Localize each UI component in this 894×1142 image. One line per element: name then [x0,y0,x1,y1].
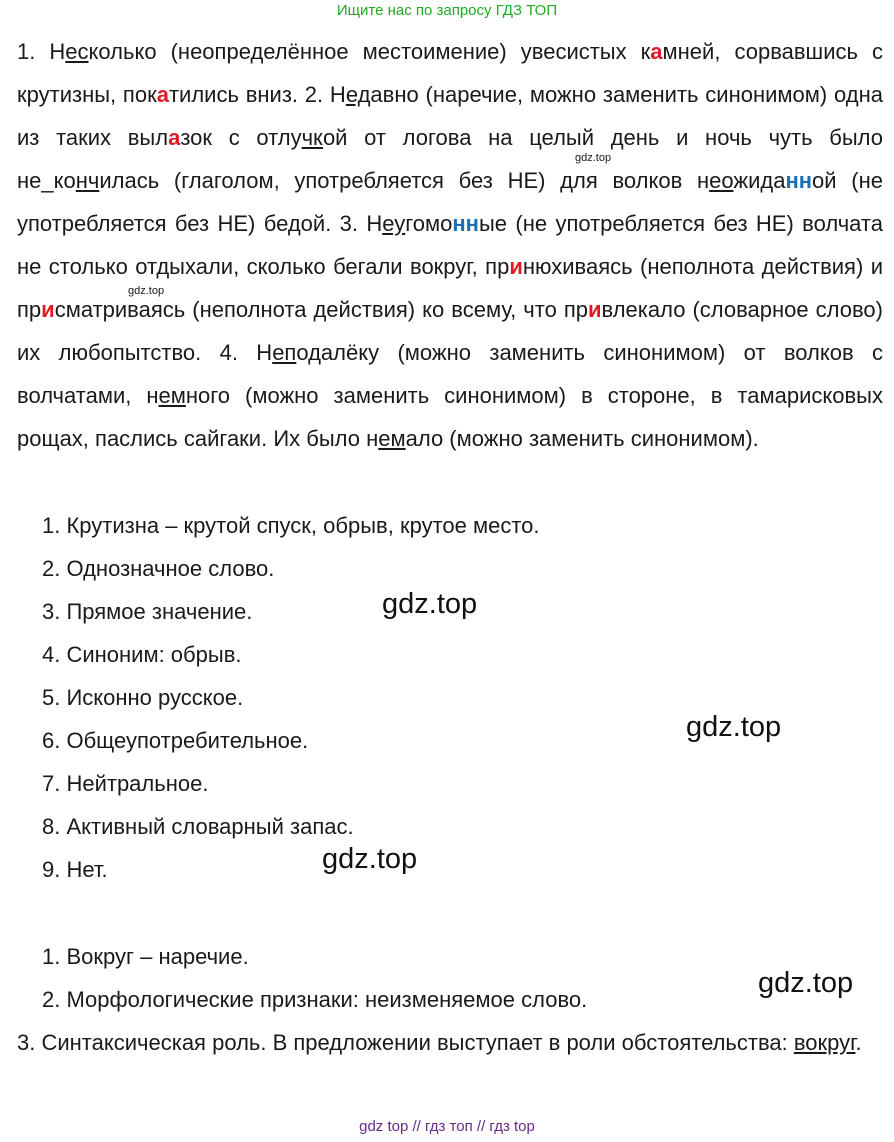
underlined-morpheme: ед [345,82,371,107]
syntax-paragraph [17,1021,883,1064]
text-segment: 1. Н [17,39,66,64]
underlined-morpheme: еп [272,340,297,365]
list-item: 8. Активный словарный запас. [42,814,354,839]
text-segment: колько (неопределённое местоимение) увесистых к [88,39,651,64]
text-segment: ой от логова на целый день и ночь чуть было не_ко [17,125,883,193]
list-item: 3. Прямое значение. [42,599,253,624]
watermark-small-2: gdz.top [128,285,165,297]
text-segment: сматриваясь (неполнота действия) ко всему, что пр [54,297,588,322]
text-segment: нюхиваясь (неполнота действия) и пр [17,254,884,322]
underlined-morpheme: ес [65,39,89,64]
highlight-red-letter: а [650,39,663,64]
highlight-blue-letters: нн [785,168,813,193]
analysis-list-1 [42,504,887,891]
underlined-morpheme: еу [382,211,406,236]
text-segment: мней, сорвавшись с крутизны, пок [17,39,883,107]
text-segment: влекало (словарное слово) их любопытство. 4. Н [17,297,883,365]
list-item: 9. Нет. [42,857,108,882]
text-segment: ые (не употребляется без НЕ) волчата не столько отдыхали, сколько бегали вокруг, пр [17,211,883,279]
text-segment: илась (глаголом, употребляется без НЕ) для волков н [99,168,710,193]
watermark-big-2: gdz.top [686,711,782,743]
highlight-red-letter: и [587,297,602,322]
footer: gdz top // гдз топ // гдз top [359,1118,535,1135]
watermark-big-4: gdz.top [758,967,854,999]
underlined-morpheme: ем [378,426,406,451]
syntax-text: 3. Синтаксическая роль. В предложении выступает в роли обстоятельства: [17,1030,794,1055]
text-segment: авно (наречие, можно заменить синонимом) одна из таких выл [17,82,883,150]
watermark-big-3: gdz.top [322,843,418,875]
highlight-red-letter: и [41,297,55,322]
text-segment: ой (не употребляется без НЕ) бедой. 3. Н [17,168,883,236]
text-segment: ного (можно заменить синонимом) в стороне, в тамарисковых рощах, паслись сайгаки. Их было н [17,383,883,451]
syntax-end: . [855,1030,862,1055]
underlined-morpheme: чк [301,125,323,150]
text-segment: ало (можно заменить синонимом). [405,426,759,451]
syntax-underlined-word: вокруг [793,1030,856,1055]
watermark-small-1: gdz.top [575,152,612,164]
list-item: 6. Общеупотребительное. [42,728,309,753]
list-item: 7. Нейтральное. [42,771,209,796]
text-segment: одалёку (можно заменить синонимом) от волков с волчатами, н [17,340,884,408]
list-item: 1. Вокруг – наречие. [42,944,249,969]
underlined-morpheme: ео [709,168,734,193]
highlight-blue-letters: нн [452,211,479,236]
list-item: 2. Морфологические признаки: неизменяемое слово. [42,987,588,1012]
top-banner: Ищите нас по запросу ГДЗ ТОП [336,2,558,19]
text-segment: тились вниз. 2. Н [168,82,346,107]
highlight-red-letter: а [156,82,169,107]
main-paragraph [17,30,883,460]
list-item: 2. Однозначное слово. [42,556,275,581]
text-segment: зок с отлу [180,125,302,150]
highlight-red-letter: и [509,254,523,279]
text-segment: гомо [405,211,453,236]
underlined-morpheme: ем [158,383,186,408]
highlight-red-letter: а [168,125,181,150]
list-item: 5. Исконно русское. [42,685,244,710]
watermark-big-1: gdz.top [382,588,478,620]
underlined-morpheme: нч [75,168,100,193]
list-item: 1. Крутизна – крутой спуск, обрыв, крутое место. [42,513,540,538]
text-segment: жида [733,168,786,193]
list-item: 4. Синоним: обрыв. [42,642,242,667]
